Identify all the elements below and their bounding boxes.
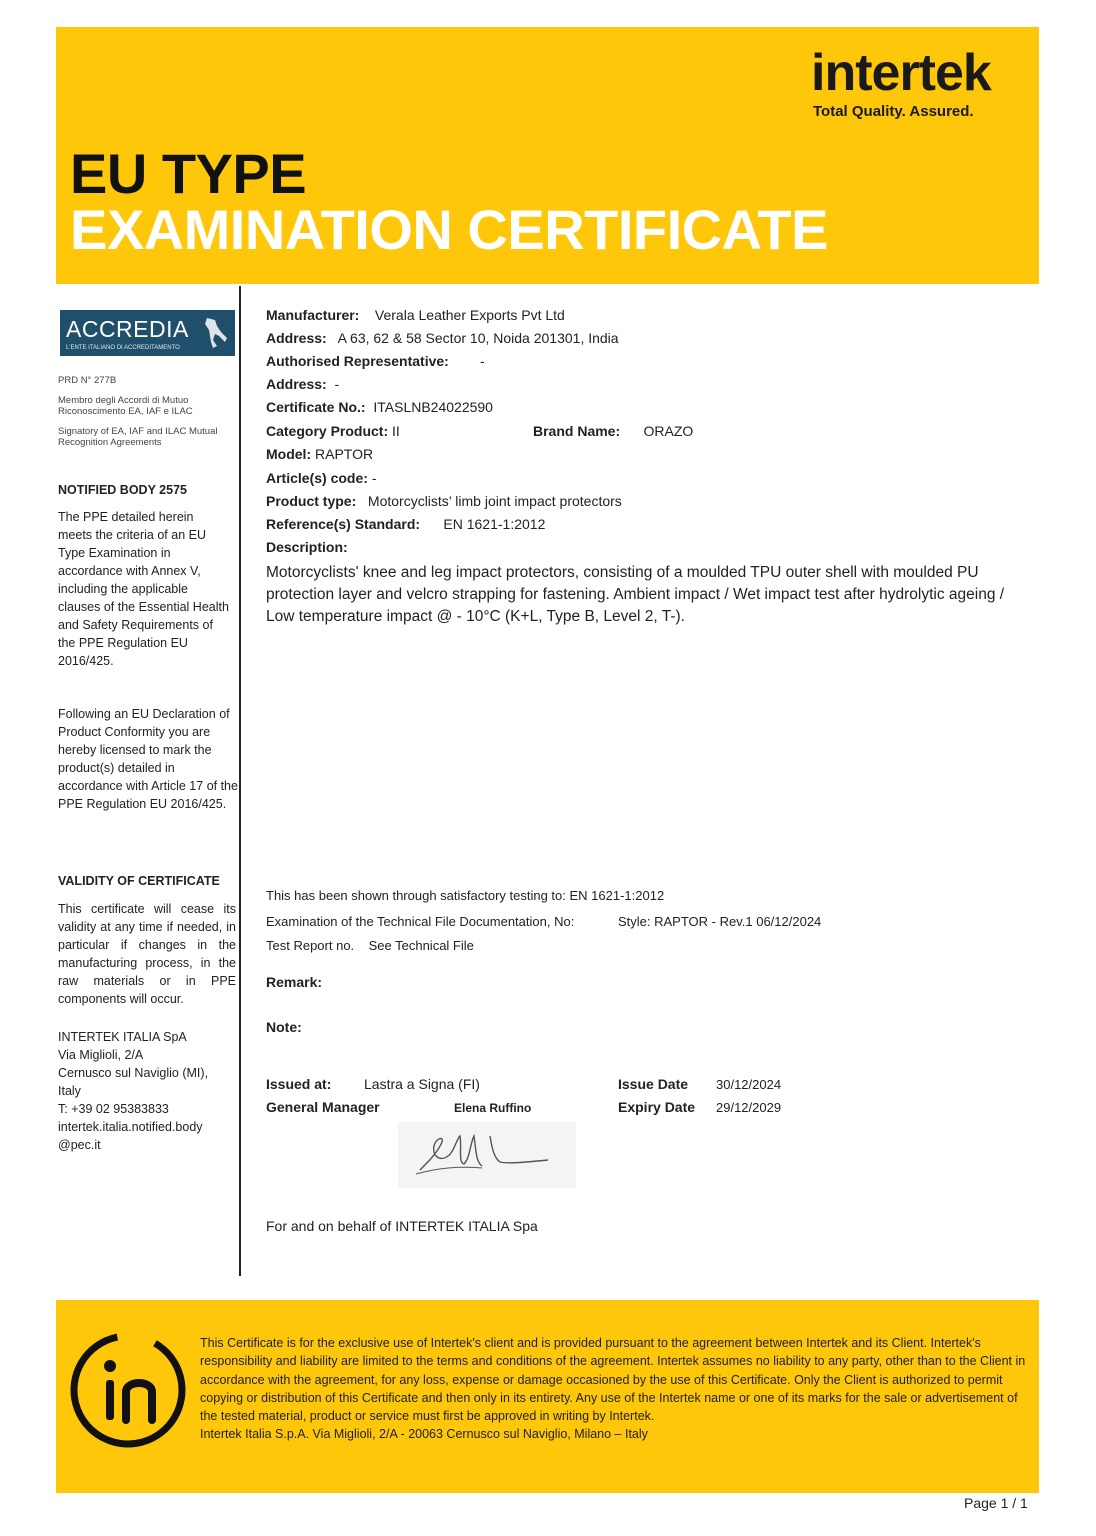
address-row [266, 330, 619, 346]
company-email [58, 1118, 238, 1154]
title-line-2: EXAMINATION CERTIFICATE [70, 198, 828, 261]
address2-label: Address: [266, 376, 327, 392]
signature-image [398, 1122, 576, 1188]
footer-banner [56, 1300, 1039, 1493]
company-country: Italy [58, 1084, 81, 1098]
ppe-criteria-text: The PPE detailed herein meets the criteria of an EU Type Examination in accordance with Annex V, including the applicable clauses of the Essential Health and Safety Requirements of the PPE Regulation EU 2016/425. [58, 510, 229, 668]
category-label: Category Product: [266, 423, 389, 439]
general-manager-name: Elena Ruffino [454, 1101, 532, 1115]
page-number: Page 1 / 1 [964, 1495, 1028, 1511]
auth-rep-label: Authorised Representative: [266, 353, 449, 369]
article-value: - [371, 470, 377, 486]
description-text: Motorcyclists' knee and leg impact protectors, consisting of a moulded TPU outer shell with moulded PU protection layer and velcro strapping for fastening. Ambient impact / Wet impact test after hydrolytic ageing / Low temperature impact @ - 10°C (K+L, Type B, Level 2, T-). [266, 564, 1005, 625]
accredia-logo-subtitle: L'ENTE ITALIANO DI ACCREDITAMENTO [66, 345, 180, 351]
test-report-label: Test Report no. [266, 938, 355, 953]
auth-rep-row [266, 353, 485, 369]
on-behalf-text: For and on behalf of INTERTEK ITALIA Spa [266, 1218, 538, 1234]
footer-address: Intertek Italia S.p.A. Via Miglioli, 2/A - 20063 Cernusco sul Naviglio, Milano – Italy [200, 1427, 648, 1442]
brand-value: ORAZO [643, 423, 694, 439]
logo-tagline: Total Quality. Assured. [813, 103, 974, 120]
footer-disclaimer-text: This Certificate is for the exclusive use of Intertek's client and is provided pursuant to the agreement between Intertek and its Client. Intertek's responsibility and liability are limited to the terms and conditions of the agreement. Intertek assumes no liability to any party, other than to the Client in accordance with the agreement, for any loss, expense or damage occasioned by the use of this Certificate. Only the Client is authorized to permit copying or distribution of this Certificate and then only in its entirety. Any use of the Intertek name or one of its marks for the sale or advertisement of the tested material, product or service must first be approved in writing by Intertek. [200, 1336, 1026, 1424]
address-value: A 63, 62 & 58 Sector 10, Noida 201301, India [337, 330, 619, 346]
address2-row [266, 376, 339, 392]
intertek-logo: intertek [811, 44, 991, 102]
reference-label: Reference(s) Standard: [266, 516, 421, 532]
brand-label: Brand Name: [533, 423, 621, 439]
reference-row [266, 516, 545, 532]
validity-heading: VALIDITY OF CERTIFICATE [58, 874, 220, 888]
address2-value: - [334, 376, 340, 392]
note-label: Note: [266, 1019, 302, 1035]
header-banner [56, 27, 1039, 284]
article-label: Article(s) code: [266, 470, 368, 486]
italy-map-icon [203, 316, 229, 350]
model-label: Model: [266, 446, 312, 462]
category-row [266, 423, 400, 439]
accredia-logo-text: ACCREDIA [66, 316, 189, 342]
membro-text: Membro degli Accordi di Mutuo Riconoscimento EA, IAF e ILAC [58, 395, 193, 417]
model-row [266, 446, 373, 462]
testing-statement: This has been shown through satisfactory testing to: EN 1621-1:2012 [266, 888, 665, 903]
company-city: Cernusco sul Naviglio (MI), [58, 1066, 209, 1080]
cert-no-row [266, 399, 493, 415]
prd-number: PRD N° 277B [58, 375, 117, 386]
description-label: Description: [266, 539, 348, 555]
expiry-date-value: 29/12/2029 [716, 1100, 782, 1115]
company-email-line-1: intertek.italia.notified.body [58, 1120, 203, 1134]
declaration-text: Following an EU Declaration of Product Conformity you are hereby licensed to mark the product(s) detailed in accordance with Article 17 of the PPE Regulation EU 2016/425. [58, 707, 238, 811]
address-label: Address: [266, 330, 327, 346]
company-street: Via Miglioli, 2/A [58, 1048, 144, 1062]
company-email-line-2: @pec.it [58, 1138, 101, 1152]
product-type-label: Product type: [266, 493, 357, 509]
signature-icon [398, 1122, 576, 1188]
article-row [266, 470, 376, 486]
intertek-in-logo-icon [68, 1330, 188, 1450]
general-manager-label: General Manager [266, 1099, 380, 1115]
exam-label: Examination of the Technical File Documentation, No: [266, 914, 575, 929]
issue-date-value: 30/12/2024 [716, 1077, 782, 1092]
notified-body-heading: NOTIFIED BODY 2575 [58, 483, 187, 497]
footer-disclaimer [200, 1334, 1030, 1444]
auth-rep-value: - [479, 353, 485, 369]
validity-text: This certificate will cease its validity at any time if needed, in particular if changes in the manufacturing process, in the raw materials or in PPE components will occur. [58, 902, 236, 1006]
reference-value: EN 1621-1:2012 [443, 516, 546, 532]
cert-no-value: ITASLNB24022590 [373, 399, 493, 415]
title-line-1: EU TYPE [70, 142, 307, 205]
test-report-value: See Technical File [368, 938, 474, 953]
model-value: RAPTOR [315, 446, 374, 462]
product-type-value: Motorcyclists’ limb joint impact protectors [367, 493, 622, 509]
category-value: II [392, 423, 400, 439]
cert-no-label: Certificate No.: [266, 399, 366, 415]
manufacturer-row [266, 307, 565, 323]
issued-at-value: Lastra a Signa (FI) [364, 1076, 480, 1092]
product-type-row [266, 493, 622, 509]
manufacturer-label: Manufacturer: [266, 307, 360, 323]
issued-at-label: Issued at: [266, 1076, 332, 1092]
exam-value: Style: RAPTOR - Rev.1 06/12/2024 [618, 914, 822, 929]
signatory-text: Signatory of EA, IAF and ILAC Mutual Recognition Agreements [58, 426, 218, 448]
company-name: INTERTEK ITALIA SpA [58, 1030, 187, 1044]
company-phone: T: +39 02 95383833 [58, 1102, 169, 1116]
issue-date-label: Issue Date [618, 1076, 689, 1092]
brand-row [533, 423, 693, 439]
test-report-row [266, 938, 474, 953]
accredia-logo [60, 310, 235, 356]
remark-label: Remark: [266, 974, 323, 990]
manufacturer-value: Verala Leather Exports Pvt Ltd [374, 307, 565, 323]
sidebar-divider [239, 286, 241, 1276]
expiry-date-label: Expiry Date [618, 1099, 696, 1115]
